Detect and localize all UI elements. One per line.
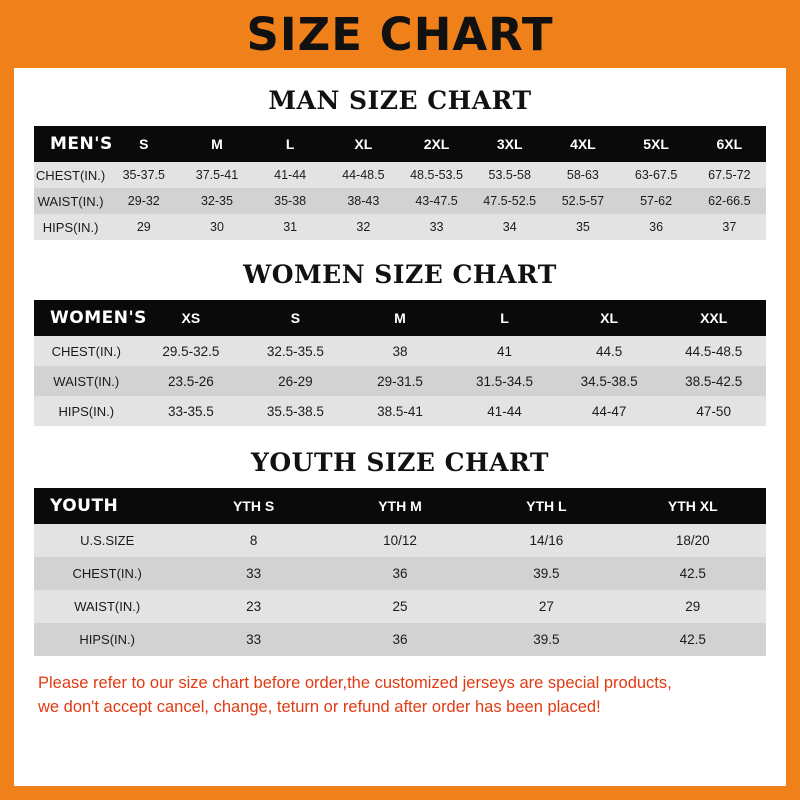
men-chest-xl: 44-48.5 (342, 168, 385, 182)
women-chest-l: 41 (497, 343, 513, 359)
table-row (34, 366, 766, 396)
women-col-s: S (290, 310, 301, 326)
youth-hips-s: 33 (246, 632, 262, 647)
women-header-row (34, 300, 766, 336)
youth-header-row (34, 488, 766, 524)
youth-col-m: YTH M (378, 498, 422, 514)
women-chest-label: CHEST(IN.) (51, 343, 121, 359)
youth-hips-l: 39.5 (533, 632, 560, 647)
women-hips-label: HIPS(IN.) (58, 403, 115, 419)
women-chest-s: 32.5-35.5 (266, 343, 324, 359)
women-chest-xl: 44.5 (595, 343, 623, 359)
youth-waist-label: WAIST(IN.) (74, 599, 141, 614)
men-col-6xl: 6XL (716, 136, 743, 152)
men-hips-label: HIPS(IN.) (42, 219, 99, 235)
youth-ussize-label: U.S.SIZE (80, 533, 135, 548)
women-chest-xs: 29.5-32.5 (162, 343, 220, 359)
men-chest-4xl: 58-63 (566, 168, 599, 182)
women-col-xxl: XXL (700, 310, 728, 326)
youth-col-l: YTH L (526, 498, 567, 514)
men-waist-label: WAIST(IN.) (37, 193, 104, 209)
women-chest-m: 38 (392, 343, 408, 359)
men-waist-2xl: 43-47.5 (415, 194, 458, 208)
women-row-header-label: WOMEN'S (50, 308, 147, 328)
order-notice-line-1: Please refer to our size chart before order,the customized jerseys are special products, (38, 674, 672, 692)
order-notice-line-2: we don't accept cancel, change, teturn or refund after order has been placed! (38, 697, 601, 716)
youth-hips-m: 36 (392, 632, 408, 647)
women-table-head (34, 300, 766, 336)
youth-table-body (34, 524, 766, 656)
order-notice (38, 672, 762, 720)
banner (14, 0, 786, 68)
men-waist-l: 35-38 (274, 194, 307, 208)
women-hips-m: 38.5-41 (377, 403, 423, 419)
men-waist-4xl: 52.5-57 (561, 194, 605, 208)
table-row (34, 214, 766, 240)
women-table-body (34, 336, 766, 426)
youth-col-s: YTH S (232, 498, 275, 514)
men-section-title: MAN SIZE CHART (268, 86, 532, 115)
men-col-s: S (139, 136, 149, 152)
table-row (34, 162, 766, 188)
table-row (34, 557, 766, 590)
men-row-header-label: MEN'S (50, 134, 113, 154)
men-waist-m: 32-35 (200, 194, 233, 208)
youth-hips-xl: 42.5 (679, 632, 706, 647)
women-waist-xxl: 38.5-42.5 (685, 373, 743, 389)
men-chest-l: 41-44 (274, 168, 307, 182)
men-waist-s: 29-32 (127, 194, 160, 208)
men-waist-5xl: 57-62 (640, 194, 673, 208)
women-col-l: L (500, 310, 509, 326)
men-hips-6xl: 37 (722, 220, 737, 234)
youth-table-head (34, 488, 766, 524)
men-hips-4xl: 35 (575, 220, 590, 234)
table-row (34, 188, 766, 214)
men-chest-label: CHEST(IN.) (35, 167, 106, 183)
men-table-body (34, 162, 766, 240)
men-hips-3xl: 34 (502, 220, 517, 234)
men-col-4xl: 4XL (570, 136, 596, 152)
women-waist-xs: 23.5-26 (167, 373, 214, 389)
men-hips-l: 31 (283, 220, 298, 234)
men-chest-6xl: 67.5-72 (708, 168, 751, 182)
men-chest-m: 37.5-41 (195, 168, 239, 182)
men-waist-6xl: 62-66.5 (708, 194, 751, 208)
men-col-3xl: 3XL (496, 136, 523, 152)
women-waist-l: 31.5-34.5 (476, 373, 534, 389)
men-waist-3xl: 47.5-52.5 (483, 194, 537, 208)
women-hips-l: 41-44 (487, 403, 522, 419)
youth-ussize-s: 8 (249, 533, 258, 548)
women-chest-xxl: 44.5-48.5 (685, 343, 743, 359)
women-hips-xxl: 47-50 (696, 403, 731, 419)
women-waist-s: 26-29 (278, 373, 313, 389)
youth-size-table (34, 488, 766, 656)
men-col-5xl: 5XL (643, 136, 669, 152)
women-waist-m: 29-31.5 (377, 373, 423, 389)
men-header-row (34, 126, 766, 162)
women-col-xl: XL (600, 310, 619, 326)
youth-col-xl: YTH XL (667, 498, 718, 514)
youth-waist-s: 23 (246, 599, 262, 614)
men-col-l: L (285, 136, 295, 152)
youth-section-title: YOUTH SIZE CHART (251, 448, 549, 477)
men-col-xl: XL (354, 136, 373, 152)
women-hips-s: 35.5-38.5 (266, 403, 324, 419)
men-chest-5xl: 63-67.5 (634, 168, 678, 182)
men-size-table (34, 126, 766, 240)
men-hips-m: 30 (210, 220, 224, 234)
women-col-m: M (394, 310, 406, 326)
youth-chest-xl: 42.5 (679, 566, 706, 581)
content (14, 68, 786, 786)
women-waist-label: WAIST(IN.) (53, 373, 120, 389)
men-col-m: M (211, 136, 223, 152)
youth-chest-label: CHEST(IN.) (72, 566, 142, 581)
men-table-head (34, 126, 766, 162)
youth-ussize-l: 14/16 (529, 533, 564, 548)
women-waist-xl: 34.5-38.5 (580, 373, 638, 389)
table-row (34, 524, 766, 557)
youth-chest-l: 39.5 (533, 566, 560, 581)
women-hips-xs: 33-35.5 (167, 403, 214, 419)
youth-waist-m: 25 (392, 599, 408, 614)
youth-waist-xl: 29 (685, 599, 701, 614)
men-hips-5xl: 36 (649, 220, 664, 234)
youth-row-header-label: YOUTH (50, 496, 119, 516)
table-row (34, 336, 766, 366)
men-col-2xl: 2XL (423, 136, 450, 152)
footer-strip (14, 786, 786, 800)
women-section-title: WOMEN SIZE CHART (243, 260, 557, 289)
page-title: SIZE CHART (246, 7, 554, 61)
table-row (34, 590, 766, 623)
men-chest-s: 35-37.5 (122, 168, 165, 182)
youth-ussize-m: 10/12 (383, 533, 417, 548)
women-col-xs: XS (181, 310, 201, 326)
youth-hips-label: HIPS(IN.) (79, 632, 135, 647)
women-hips-xl: 44-47 (591, 403, 627, 419)
men-hips-2xl: 33 (429, 220, 444, 234)
youth-waist-l: 27 (538, 599, 554, 614)
women-size-table (34, 300, 766, 426)
table-row (34, 623, 766, 656)
men-hips-xl: 32 (356, 220, 371, 234)
youth-chest-s: 33 (246, 566, 262, 581)
youth-chest-m: 36 (392, 566, 408, 581)
youth-ussize-xl: 18/20 (675, 533, 710, 548)
men-chest-3xl: 53.5-58 (488, 168, 531, 182)
table-row (34, 396, 766, 426)
men-waist-xl: 38-43 (347, 194, 380, 208)
men-hips-s: 29 (136, 220, 151, 234)
men-chest-2xl: 48.5-53.5 (410, 168, 463, 182)
